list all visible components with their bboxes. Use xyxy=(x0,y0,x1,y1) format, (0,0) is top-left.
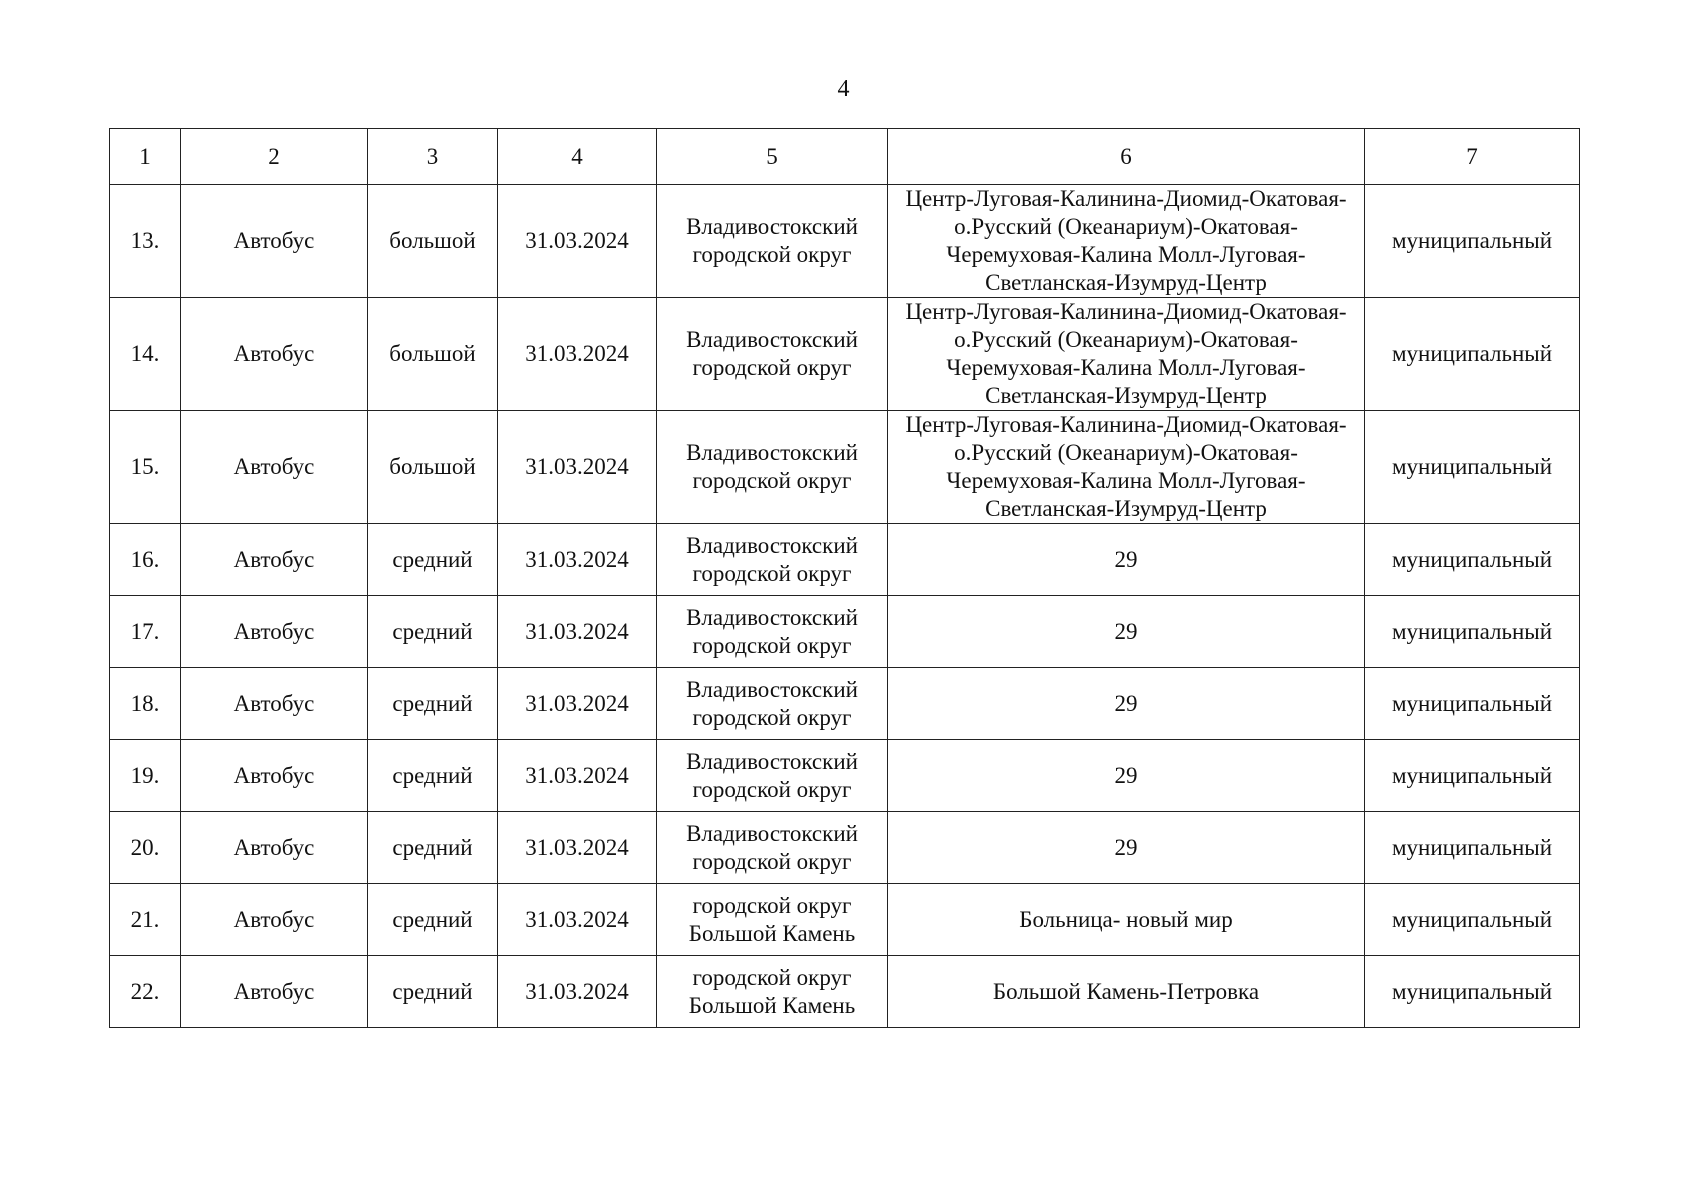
cell-district xyxy=(657,411,888,524)
route-line: 29 xyxy=(1114,762,1138,788)
cell-vehicle-class: большой xyxy=(368,298,498,411)
table-row xyxy=(110,596,1580,668)
table-row xyxy=(110,956,1580,1028)
district-line: Большой Камень xyxy=(688,992,856,1018)
header-cell-2: 2 xyxy=(181,129,368,185)
cell-number: 17. xyxy=(110,596,181,668)
cell-date: 31.03.2024 xyxy=(498,884,657,956)
header-cell-7: 7 xyxy=(1365,129,1580,185)
route-line: Светланская-Изумруд-Центр xyxy=(985,383,1267,408)
district-line: Владивостокский xyxy=(686,604,858,630)
route-line: Черемуховая-Калина Молл-Луговая- xyxy=(946,468,1306,493)
cell-transport-type: Автобус xyxy=(181,185,368,298)
cell-date: 31.03.2024 xyxy=(498,185,657,298)
district-line: Большой Камень xyxy=(688,920,856,946)
cell-ownership: муниципальный xyxy=(1365,956,1580,1028)
route-line: Светланская-Изумруд-Центр xyxy=(985,496,1267,521)
district-line: городской округ xyxy=(692,560,852,586)
cell-district xyxy=(657,668,888,740)
district-line: городской округ xyxy=(692,242,852,267)
cell-route xyxy=(888,668,1365,740)
cell-district xyxy=(657,596,888,668)
route-line: о.Русский (Океанариум)-Окатовая- xyxy=(954,214,1298,239)
district-line: городской округ xyxy=(692,776,852,802)
cell-transport-type: Автобус xyxy=(181,812,368,884)
cell-district xyxy=(657,884,888,956)
route-line: о.Русский (Океанариум)-Окатовая- xyxy=(954,440,1298,465)
cell-vehicle-class: большой xyxy=(368,411,498,524)
route-line: Больница- новый мир xyxy=(1019,906,1233,932)
cell-ownership: муниципальный xyxy=(1365,411,1580,524)
cell-ownership: муниципальный xyxy=(1365,298,1580,411)
district-line: Владивостокский xyxy=(686,676,858,702)
cell-district xyxy=(657,740,888,812)
cell-ownership: муниципальный xyxy=(1365,812,1580,884)
district-line: городской округ xyxy=(692,632,852,658)
header-cell-4: 4 xyxy=(498,129,657,185)
table-row xyxy=(110,740,1580,812)
cell-number: 19. xyxy=(110,740,181,812)
table-row xyxy=(110,812,1580,884)
cell-date: 31.03.2024 xyxy=(498,524,657,596)
cell-number: 18. xyxy=(110,668,181,740)
cell-district xyxy=(657,812,888,884)
cell-route xyxy=(888,596,1365,668)
route-line: Центр-Луговая-Калинина-Диомид-Окатовая- xyxy=(905,186,1347,211)
cell-vehicle-class: средний xyxy=(368,812,498,884)
route-line: о.Русский (Океанариум)-Окатовая- xyxy=(954,327,1298,352)
cell-district xyxy=(657,185,888,298)
cell-ownership: муниципальный xyxy=(1365,740,1580,812)
cell-district xyxy=(657,956,888,1028)
route-line: 29 xyxy=(1114,690,1138,716)
cell-district xyxy=(657,298,888,411)
cell-transport-type: Автобус xyxy=(181,298,368,411)
route-line: Черемуховая-Калина Молл-Луговая- xyxy=(946,242,1306,267)
header-cell-3: 3 xyxy=(368,129,498,185)
route-line: 29 xyxy=(1114,618,1138,644)
table-row xyxy=(110,411,1580,524)
cell-number: 20. xyxy=(110,812,181,884)
table-row xyxy=(110,524,1580,596)
district-line: Владивостокский xyxy=(686,440,858,465)
cell-route xyxy=(888,812,1365,884)
district-line: Владивостокский xyxy=(686,214,858,239)
cell-number: 21. xyxy=(110,884,181,956)
cell-route xyxy=(888,884,1365,956)
header-cell-5: 5 xyxy=(657,129,888,185)
cell-number: 22. xyxy=(110,956,181,1028)
district-line: городской округ xyxy=(692,964,852,990)
cell-vehicle-class: средний xyxy=(368,884,498,956)
header-cell-1: 1 xyxy=(110,129,181,185)
cell-ownership: муниципальный xyxy=(1365,185,1580,298)
cell-number: 13. xyxy=(110,185,181,298)
cell-vehicle-class: средний xyxy=(368,668,498,740)
cell-route xyxy=(888,298,1365,411)
cell-transport-type: Автобус xyxy=(181,596,368,668)
cell-route xyxy=(888,411,1365,524)
cell-number: 16. xyxy=(110,524,181,596)
cell-date: 31.03.2024 xyxy=(498,812,657,884)
cell-vehicle-class: большой xyxy=(368,185,498,298)
cell-date: 31.03.2024 xyxy=(498,668,657,740)
table-body xyxy=(110,129,1580,1028)
cell-transport-type: Автобус xyxy=(181,740,368,812)
table-row xyxy=(110,298,1580,411)
cell-transport-type: Автобус xyxy=(181,884,368,956)
cell-date: 31.03.2024 xyxy=(498,956,657,1028)
cell-district xyxy=(657,524,888,596)
cell-transport-type: Автобус xyxy=(181,956,368,1028)
cell-transport-type: Автобус xyxy=(181,524,368,596)
cell-vehicle-class: средний xyxy=(368,956,498,1028)
district-line: городской округ xyxy=(692,355,852,380)
district-line: Владивостокский xyxy=(686,748,858,774)
route-line: 29 xyxy=(1114,834,1138,860)
cell-date: 31.03.2024 xyxy=(498,298,657,411)
cell-vehicle-class: средний xyxy=(368,740,498,812)
route-line: Светланская-Изумруд-Центр xyxy=(985,270,1267,295)
cell-date: 31.03.2024 xyxy=(498,411,657,524)
route-line: Центр-Луговая-Калинина-Диомид-Окатовая- xyxy=(905,299,1347,324)
district-line: Владивостокский xyxy=(686,820,858,846)
route-line: Черемуховая-Калина Молл-Луговая- xyxy=(946,355,1306,380)
route-line: Большой Камень-Петровка xyxy=(992,978,1260,1004)
cell-transport-type: Автобус xyxy=(181,411,368,524)
page-number: 4 xyxy=(837,76,850,102)
cell-transport-type: Автобус xyxy=(181,668,368,740)
cell-route xyxy=(888,740,1365,812)
route-line: Центр-Луговая-Калинина-Диомид-Окатовая- xyxy=(905,412,1347,437)
cell-date: 31.03.2024 xyxy=(498,596,657,668)
cell-number: 14. xyxy=(110,298,181,411)
table-header-row xyxy=(110,129,1580,185)
cell-date: 31.03.2024 xyxy=(498,740,657,812)
table-row xyxy=(110,668,1580,740)
routes-table xyxy=(109,128,1580,1028)
district-line: городской округ xyxy=(692,892,852,918)
table-row xyxy=(110,185,1580,298)
cell-ownership: муниципальный xyxy=(1365,596,1580,668)
district-line: Владивостокский xyxy=(686,327,858,352)
cell-ownership: муниципальный xyxy=(1365,668,1580,740)
route-line: 29 xyxy=(1114,546,1138,572)
cell-route xyxy=(888,185,1365,298)
cell-number: 15. xyxy=(110,411,181,524)
table-row xyxy=(110,884,1580,956)
district-line: городской округ xyxy=(692,704,852,730)
cell-ownership: муниципальный xyxy=(1365,524,1580,596)
district-line: Владивостокский xyxy=(686,532,858,558)
cell-vehicle-class: средний xyxy=(368,524,498,596)
cell-route xyxy=(888,524,1365,596)
district-line: городской округ xyxy=(692,468,852,493)
cell-route xyxy=(888,956,1365,1028)
cell-vehicle-class: средний xyxy=(368,596,498,668)
district-line: городской округ xyxy=(692,848,852,874)
header-cell-6: 6 xyxy=(888,129,1365,185)
cell-ownership: муниципальный xyxy=(1365,884,1580,956)
